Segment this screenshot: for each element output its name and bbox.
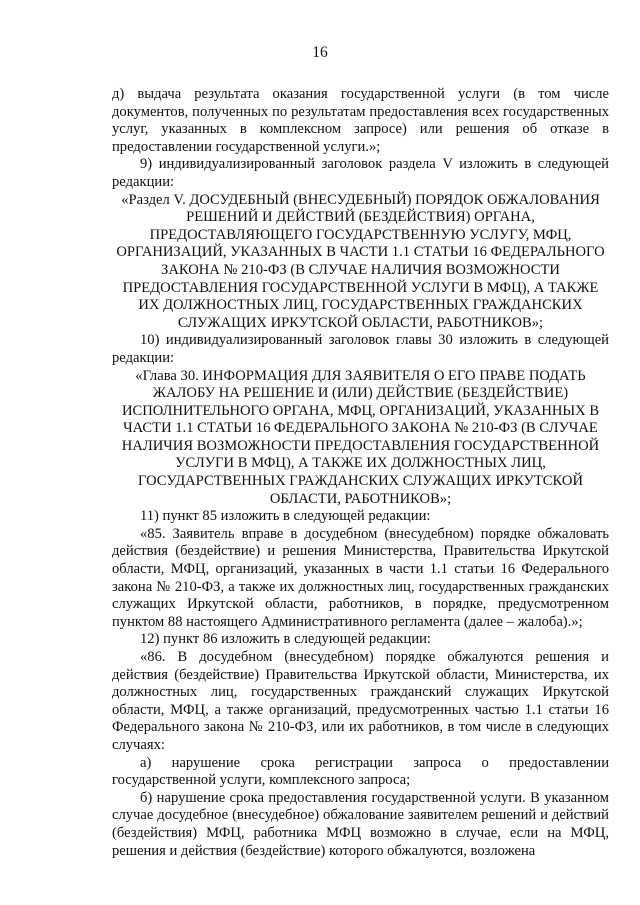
document-body	[112, 86, 609, 860]
paragraph-amendment-9: 9) индивидуализированный заголовок раздела V изложить в следующей редакции:	[112, 156, 609, 190]
paragraph-amendment-11: 11) пункт 85 изложить в следующей редакции:	[140, 508, 431, 525]
paragraph-clause-86: «86. В досудебном (внесудебном) порядке обжалуются решения и действия (бездействие) Правительства Иркутской области, Министерства, их должностных лиц, государственных гражданский служащих Иркутской области, МФЦ, а также организаций, предусмотренных частью 1.1 статьи 16 Федерального закона № 210-ФЗ, или их работников, в том числе в следующих случаях:	[112, 649, 609, 753]
chapter-30-heading: «Глава 30. ИНФОРМАЦИЯ ДЛЯ ЗАЯВИТЕЛЯ О ЕГО ПРАВЕ ПОДАТЬ ЖАЛОБУ НА РЕШЕНИЕ И (ИЛИ) ДЕЙСТВИЕ (БЕЗДЕЙСТВИЕ) ИСПОЛНИТЕЛЬНОГО ОРГАНА, МФЦ, ОРГАНИЗАЦИЙ, УКАЗАННЫХ В ЧАСТИ 1.1 СТАТЬИ 16 ФЕДЕРАЛЬНОГО ЗАКОНА № 210-ФЗ (В СЛУЧАЕ НАЛИЧИЯ ВОЗМОЖНОСТИ ПРЕДОСТАВЛЕНИЯ ГОСУДАРСТВЕННОЙ УСЛУГИ В МФЦ), А ТАКЖЕ ИХ ДОЛЖНОСТНЫХ ЛИЦ, ГОСУДАРСТВЕННЫХ ГРАЖДАНСКИХ СЛУЖАЩИХ ИРКУТСКОЙ ОБЛАСТИ, РАБОТНИКОВ»;	[121, 367, 600, 507]
paragraph-amendment-12: 12) пункт 86 изложить в следующей редакции:	[140, 631, 431, 648]
paragraph-item-b: б) нарушение срока предоставления государственной услуги. В указанном случае досудебное (внесудебное) обжалование заявителем решений и действий (бездействия) МФЦ, работника МФЦ возможно в случае, если на МФЦ, решения и действия (бездействие) которого обжалуются, возложена	[112, 789, 609, 859]
page-number: 16	[312, 44, 328, 61]
paragraph-clause-85: «85. Заявитель вправе в досудебном (внесудебном) порядке обжаловать действия (бездействие) и решения Министерства, Правительства Иркутской области, МФЦ, организаций, указанных в части 1.1 статьи 16 Федерального закона № 210-ФЗ, а также их должностных лиц, государственных гражданских служащих Иркутской области, работников, в порядке, предусмотренном пунктом 88 настоящего Административного регламента (далее – жалоба).»;	[112, 525, 609, 630]
paragraph-amendment-10: 10) индивидуализированный заголовок главы 30 изложить в следующей редакции:	[112, 332, 609, 366]
paragraph-item-a: а) нарушение срока регистрации запроса о предоставлении государственной услуги, комплексного запроса;	[112, 754, 609, 789]
section-v-heading: «Раздел V. ДОСУДЕБНЫЙ (ВНЕСУДЕБНЫЙ) ПОРЯДОК ОБЖАЛОВАНИЯ РЕШЕНИЙ И ДЕЙСТВИЙ (БЕЗДЕЙСТВИЯ) ОРГАНА, ПРЕДОСТАВЛЯЮЩЕГО ГОСУДАРСТВЕННУЮ УСЛУГУ, МФЦ, ОРГАНИЗАЦИЙ, УКАЗАННЫХ В ЧАСТИ 1.1 СТАТЬИ 16 ФЕДЕРАЛЬНОГО ЗАКОНА № 210-ФЗ (В СЛУЧАЕ НАЛИЧИЯ ВОЗМОЖНОСТИ ПРЕДОСТАВЛЕНИЯ ГОСУДАРСТВЕННОЙ УСЛУГИ В МФЦ), А ТАКЖЕ ИХ ДОЛЖНОСТНЫХ ЛИЦ, ГОСУДАРСТВЕННЫХ ГРАЖДАНСКИХ СЛУЖАЩИХ ИРКУТСКОЙ ОБЛАСТИ, РАБОТНИКОВ»;	[116, 191, 605, 331]
paragraph-item-d: д) выдача результата оказания государственной услуги (в том числе документов, полученных по результатам предоставления всех государственных услуг, указанных в комплексном запросе) или решения об отказе в предоставлении государственной услуги.»;	[112, 86, 609, 155]
